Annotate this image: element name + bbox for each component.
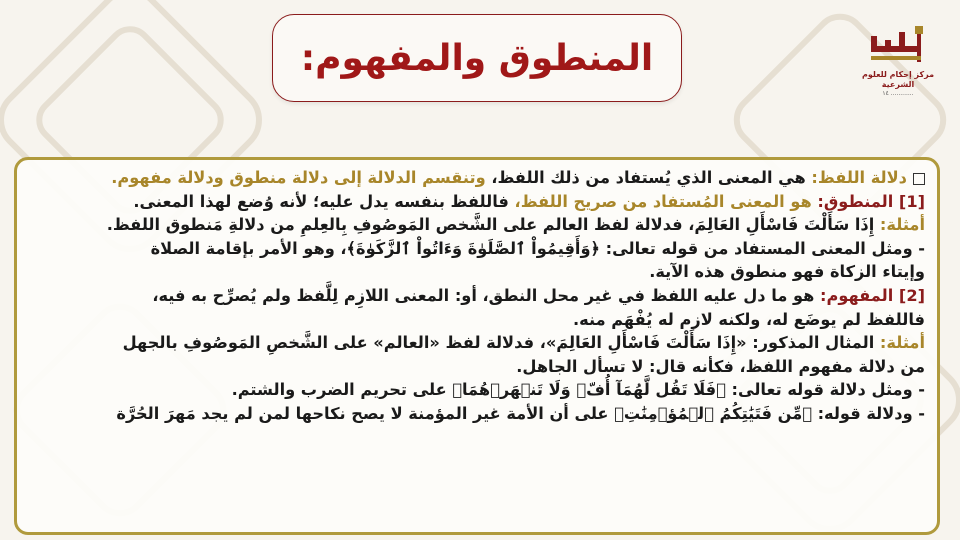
content-line-3 [29, 213, 925, 237]
title-box [272, 14, 682, 102]
line-text-highlight: هو المعنى المُستفاد من صريح اللفظ، [508, 191, 818, 211]
term-label: [2] المفهوم: [819, 285, 925, 305]
content-line-8 [29, 331, 925, 355]
content-line-5 [29, 260, 925, 284]
line-text-highlight: وتنقسم الدلالة إلى دلالة منطوق ودلالة مفهوم. [111, 168, 486, 187]
term-label: أمثلة: [879, 215, 925, 235]
logo [854, 22, 942, 97]
checkbox-bullet-icon [913, 173, 925, 185]
line-text: إِذَا سَأَلْتَ فَاسْأَلِ العَالِمَ، فدلالة لفظ العالم على الشَّخص المَوصُوفِ بِالعِلمِ من دلالةِ مَنطوق اللفظ. [106, 215, 880, 235]
line-text: هي المعنى الذي يُستفاد من ذلك اللفظ، [485, 168, 812, 187]
term-label: [1] المنطوق: [817, 191, 925, 211]
line-text: فاللفظ بنفسه يدل عليه؛ لأنه وُضع لهذا المعنى. [133, 191, 509, 211]
term-label: أمثلة: [879, 333, 925, 353]
line-text: فاللفظ لم يوضَع له، ولكنه لازم له يُفْهَم منه. [573, 309, 925, 329]
content-line-1 [29, 166, 925, 190]
line-text: - ومثل المعنى المستفاد من قوله تعالى: ﴿وَأَقِيمُواْ ٱلصَّلَوٰةَ وَءَاتُواْ ٱلزَّكَوٰةَ﴾، وهو الأمر بإقامة الصلاة [150, 238, 925, 258]
line-text: المثال المذكور: «إِذَا سَأَلْتَ فَاسْأَلِ العَالِمَ»، فدلالة لفظ «العالم» على الشَّخصِ المَوصُوفِ بالجهل [122, 333, 880, 353]
content-box [14, 157, 940, 535]
content-line-11 [29, 402, 925, 426]
content-line-9 [29, 355, 925, 379]
content-line-2 [29, 190, 925, 214]
term-label: دلالة اللفظ: [811, 168, 907, 187]
line-text: هو ما دل عليه اللفظ في غير محل النطق، أو: المعنى اللازِم لِلَّفظ ولم يُصرِّح به فيه، [152, 285, 820, 305]
content-line-10 [29, 378, 925, 402]
line-text: من دلالة مفهوم اللفظ، فكأنه قال: لا تسأل الجاهل. [516, 356, 925, 376]
line-text: - ودلالة قوله: ﴿مِّن فَتَيَٰتِكُمُ ٱلۡمُؤۡمِنَٰتِ﴾ على أن الأمة غير المؤمنة لا يصح نكاحها لمن لم يجد مَهرَ الحُرَّة [116, 403, 925, 423]
logo-tagline: ١٤ ............ [882, 90, 914, 97]
content-line-7 [29, 308, 925, 332]
logo-subtitle: مركز إحكام للعلوم الشرعية [861, 70, 935, 89]
page-title: المنطوق والمفهوم: [300, 37, 654, 79]
content-line-6 [29, 284, 925, 308]
line-text: وإيتاء الزكاة فهو منطوق هذه الآية. [649, 262, 925, 282]
line-text: - ومثل دلالة قوله تعالى: ﴿فَلَا تَقُل لَّهُمَآ أُفّٖ وَلَا تَنۡهَرۡهُمَا﴾ على تحريم الضرب والشتم. [231, 380, 925, 400]
logo-emblem-icon [863, 22, 933, 66]
content-line-4 [29, 237, 925, 261]
